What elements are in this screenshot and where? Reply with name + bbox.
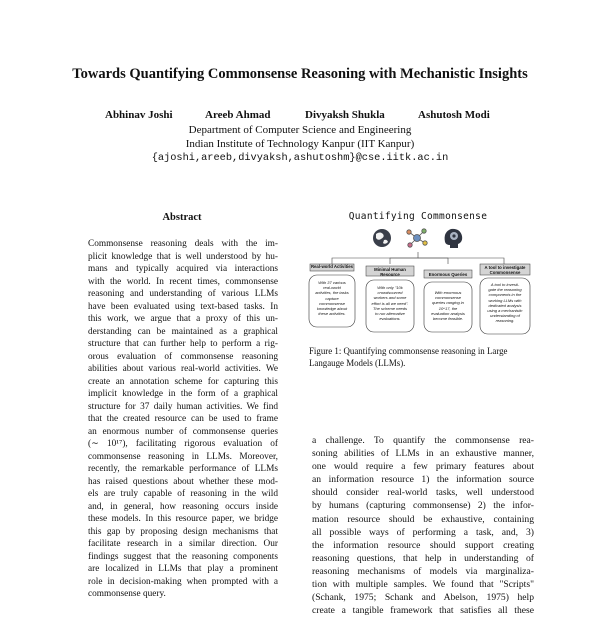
text-line: reasoning and understanding of various LLMs: [88, 289, 278, 299]
figure-title: Quantifying Commonsense: [348, 211, 488, 222]
text-line: should consider real-world tasks, well understood: [312, 487, 534, 499]
description-line: evaluation analysis: [431, 310, 465, 316]
text-line: these models. In this resource paper, we bridge: [88, 514, 278, 524]
text-line: one would require a few primary features about: [312, 461, 534, 473]
text-line: derstanding can be maintained as a graphical: [88, 326, 278, 337]
category-label: Real-world Activities: [310, 264, 354, 269]
author-name: Ashutosh Modi: [418, 109, 490, 121]
text-line: that the created resource can be used to frame: [88, 414, 278, 424]
text-line: structure that can further help to perform a rig-: [88, 339, 278, 349]
description-line: crowdsourced: [377, 290, 403, 296]
text-line: plicit knowledge that is well understood by hu-: [88, 251, 278, 262]
description-line: become feasible.: [432, 316, 464, 322]
category-description: [426, 290, 470, 321]
abstract-heading: Abstract: [162, 212, 202, 223]
text-line: facilitate research in a similar direction. Our: [88, 539, 278, 549]
text-line: reasoning mechanisms of models via marginaliza-: [312, 565, 534, 577]
text-line: orous evaluation of commonsense reasoning: [88, 351, 278, 362]
text-line: tion with multiple samples. We found that "Scripts": [312, 579, 534, 591]
text-line: findings suggest that the reasoning components: [88, 551, 278, 562]
text-line: a challenge. To quantify the commonsense rea-: [312, 435, 534, 446]
description-line: gate the reasoning: [488, 287, 522, 293]
text-line: structure for 37 daily human activities. We find: [88, 401, 278, 412]
category-label: Enormous Queries: [428, 272, 468, 277]
description-line: activities, the tasks: [315, 290, 349, 296]
text-line: this work, we argue that a proxy of this un-: [88, 314, 278, 324]
network-icon: [407, 229, 427, 247]
description-line: 10^17, the: [438, 305, 458, 311]
text-line: mation resource should be exhaustive, containing: [312, 513, 534, 525]
text-line: are localized in LLMs that play a prominent: [88, 564, 278, 574]
text-line: have been evaluated using text-based tasks. In: [88, 301, 278, 312]
text-line: by humans (capturing commonsense) 2) the infor-: [312, 500, 534, 512]
author-emails: {ajoshi,areeb,divyaksh,ashutoshm}@cse.iitk.ac.in: [151, 152, 449, 164]
description-line: A tool to investi-: [490, 282, 520, 287]
text-line: an enormous number of commonsense queries: [88, 426, 278, 437]
text-line: this gap by proposing design mechanisms that: [88, 526, 278, 537]
description-line: With only "10k: [377, 285, 403, 290]
text-line: commonsense query.: [88, 589, 166, 599]
brain-gear-icon: [445, 229, 463, 248]
figure-caption: [309, 346, 535, 369]
caption-line: Langauge Models (LLMs).: [309, 357, 406, 368]
text-line: role in decision-making when prompted with a: [88, 576, 278, 587]
description-line: reasoning.: [495, 318, 515, 324]
text-line: commonsense reasoning in LLMs. Moreover,: [88, 451, 278, 462]
description-line: commonsense: [434, 295, 461, 301]
text-line: all possible ways of performing a task, and, 3): [312, 526, 534, 538]
category-description: [482, 282, 528, 324]
text-line: mans and typically acquired via interactions: [88, 264, 278, 274]
abstract-text: [88, 238, 278, 601]
description-line: dedicated analysis: [488, 302, 522, 308]
text-line: create a tangible framework that satisfies all these: [312, 605, 534, 617]
caption-line: Figure 1: Quantifying commonsense reasoning in Large: [309, 346, 508, 356]
globe-icon: [373, 229, 391, 247]
category-label: Minimal Human Resource: [374, 267, 406, 277]
description-line: The scheme needs: [372, 305, 408, 311]
description-line: understanding of: [490, 313, 520, 319]
text-line: with the world. In recent times, commonsense: [88, 276, 278, 287]
description-line: effort is all we need".: [371, 300, 409, 306]
text-line: soning abilities of LLMs in an exhaustive manner,: [312, 448, 534, 460]
text-line: has raised questions about whether these mod-: [88, 476, 278, 487]
author-name: Divyaksh Shukla: [305, 109, 385, 121]
description-line: knowledge about: [316, 306, 348, 312]
author-name: Abhinav Joshi: [105, 109, 173, 121]
text-line: implicit knowledge in the form of a graphical: [88, 389, 278, 399]
paper-title: Towards Quantifying Commonsense Reasoning with Mechanistic Insights: [72, 66, 528, 82]
description-line: evaluations.: [379, 316, 401, 322]
text-line: reasoning questions, that help in understanding of: [312, 552, 534, 564]
text-line: (∼ 10¹⁷), facilitating rigorous evaluation of: [88, 439, 278, 449]
category-label: A tool to investigate Commonsense: [484, 265, 526, 275]
text-line: and, in general, how reasoning occurs inside: [88, 501, 278, 512]
description-line: components in the: [488, 292, 522, 298]
description-line: capture: [325, 295, 339, 301]
description-line: these activities.: [318, 311, 346, 317]
category-description: [368, 285, 412, 321]
description-line: With enormous: [434, 290, 462, 295]
text-line: (Schank, 1975; Schank and Abelson, 1975) help: [312, 592, 534, 604]
text-line: Commonsense reasoning deals with the im-: [88, 239, 278, 249]
author-name: Areeb Ahmad: [205, 109, 271, 121]
description-line: to run alternative: [375, 311, 405, 317]
department: Department of Computer Science and Engineering: [188, 124, 412, 136]
description-line: commonsense: [318, 300, 345, 306]
description-line: workers and some: [373, 295, 407, 301]
institute: Indian Institute of Technology Kanpur (IIT Kanpur): [185, 138, 415, 150]
text-line: create an annotation scheme for capturing this: [88, 376, 278, 387]
body-text: [312, 434, 534, 617]
description-line: working LLMs with: [488, 297, 522, 303]
text-line: recently, the remarkable performance of LLMs: [88, 464, 278, 474]
text-line: the information resource should support creating: [312, 539, 534, 551]
text-line: abilities about various real-world activities. We: [88, 364, 278, 374]
description-line: real-world: [323, 285, 341, 291]
text-line: els are truly capable of reasoning in the wild: [88, 489, 278, 499]
description-line: With 37 various: [318, 280, 346, 285]
category-description: [311, 280, 353, 316]
description-line: queries ranging in: [432, 300, 464, 306]
description-line: using a mechanistic: [487, 308, 523, 314]
text-line: an information resource 1) the information source: [312, 474, 534, 486]
